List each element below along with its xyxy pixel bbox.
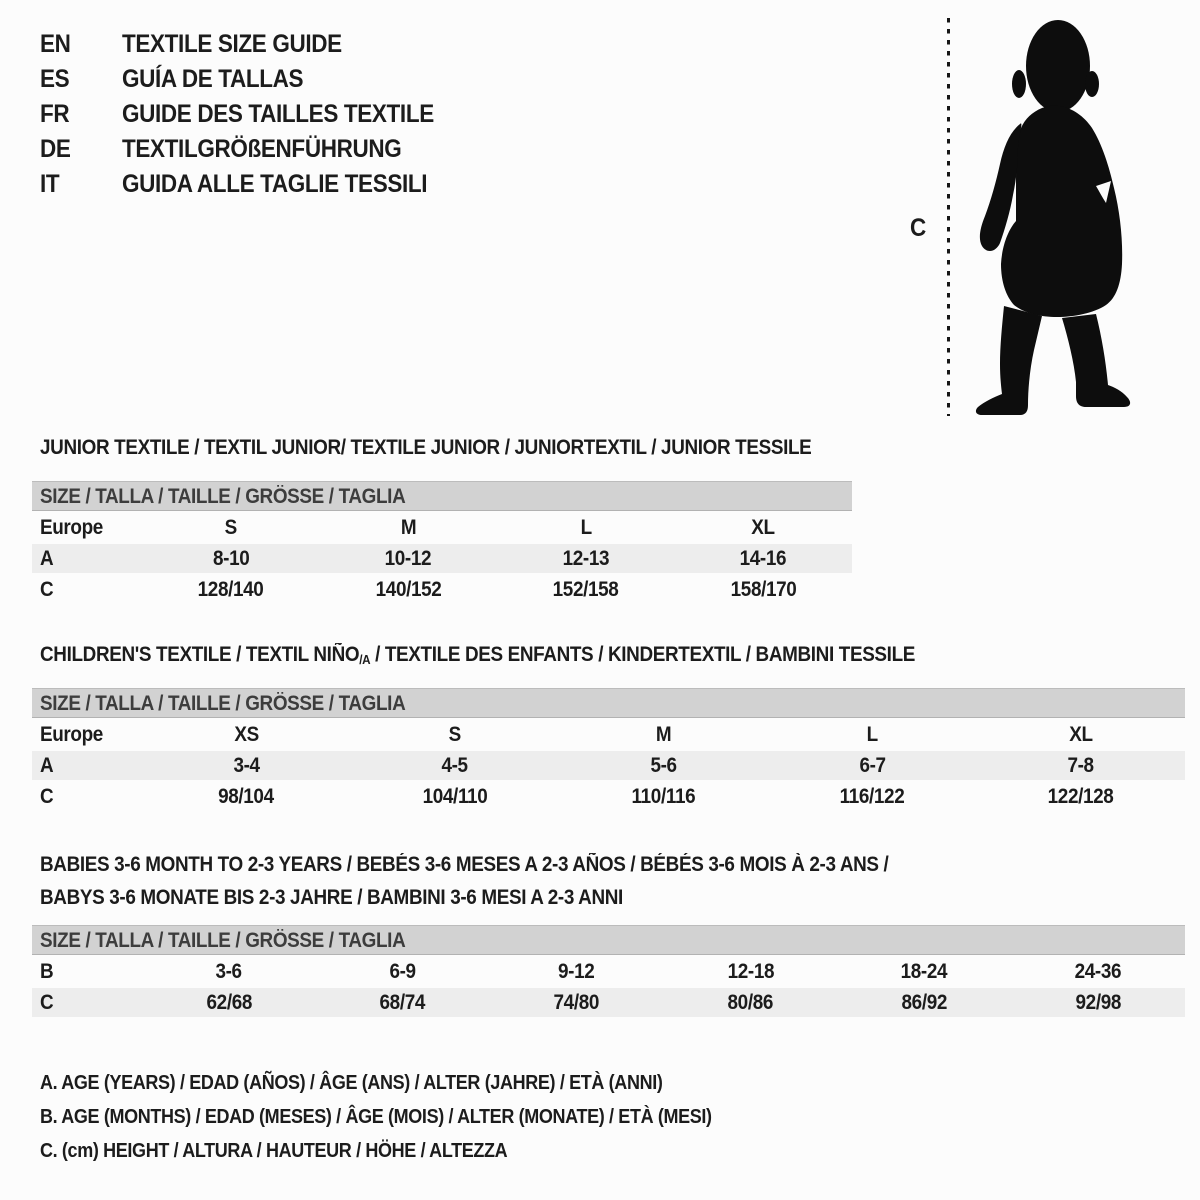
- age-value: 9-12: [558, 959, 595, 983]
- height-value: 122/128: [1047, 784, 1114, 808]
- age-value: 8-10: [212, 546, 249, 570]
- height-value: 116/122: [839, 784, 905, 808]
- language-row-es: [40, 62, 469, 97]
- language-code: FR: [40, 100, 70, 128]
- size-table-header-bar: SIZE / TALLA / TAILLE / GRÖSSE / TAGLIA: [32, 925, 1185, 955]
- age-value: 6-9: [389, 959, 416, 983]
- age-value: 24-36: [1074, 959, 1122, 983]
- height-measure-dashed-line: [947, 18, 950, 416]
- language-guide-title: GUIDE DES TAILLES TEXTILE: [122, 100, 434, 128]
- table-row-height-cm: [32, 575, 852, 604]
- babies-section-title: BABIES 3-6 MONTH TO 2-3 YEARS / BEBÉS 3-6 MESES A 2-3 AÑOS / BÉBÉS 3-6 MOIS À 2-3 ANS / BABYS 3-6 MONATE BIS 2-3 JAHRE / BAMBINI 3-6 MESI A 2-3 ANNI: [40, 853, 889, 909]
- language-code: ES: [40, 65, 70, 93]
- size-value: L: [866, 722, 878, 746]
- language-title-list: [40, 27, 469, 202]
- height-value: 158/170: [730, 577, 797, 601]
- size-value: XL: [1068, 722, 1093, 746]
- age-value: 12-18: [727, 959, 774, 983]
- size-value: M: [400, 515, 416, 539]
- toddler-ear-right: [1085, 71, 1099, 97]
- row-label: Europe: [40, 515, 103, 539]
- nino-a-subscript: /A: [359, 651, 371, 667]
- height-value: 80/86: [727, 990, 774, 1014]
- junior-section-title: JUNIOR TEXTILE / TEXTIL JUNIOR/ TEXTILE JUNIOR / JUNIORTEXTIL / JUNIOR TESSILE: [40, 436, 812, 459]
- table-row-age-months: [32, 957, 1185, 986]
- toddler-ear-left: [1012, 70, 1026, 98]
- row-label: C: [40, 990, 54, 1014]
- table-row-europe: [32, 720, 1185, 749]
- toddler-silhouette-image: [964, 16, 1140, 420]
- height-value: 62/68: [206, 990, 252, 1014]
- toddler-head: [1026, 20, 1090, 112]
- age-value: 3-4: [233, 753, 260, 777]
- table-row-age-years: [32, 751, 1185, 780]
- language-row-en: [40, 27, 469, 62]
- height-value: 92/98: [1075, 990, 1121, 1014]
- height-value: 86/92: [901, 990, 947, 1014]
- height-value: 74/80: [553, 990, 600, 1014]
- size-value: M: [655, 722, 672, 746]
- height-measure-label: C: [910, 214, 926, 242]
- row-label: C: [40, 577, 54, 601]
- language-row-fr: [40, 97, 469, 132]
- measurement-legend: [40, 1066, 786, 1168]
- size-table-header-bar: SIZE / TALLA / TAILLE / GRÖSSE / TAGLIA: [32, 688, 1185, 718]
- table-row-age-years: [32, 544, 852, 573]
- height-value: 110/116: [631, 784, 696, 808]
- age-value: 12-13: [562, 546, 610, 570]
- table-row-europe: [32, 513, 852, 542]
- size-value: L: [580, 515, 592, 539]
- language-row-de: [40, 132, 469, 167]
- age-value: 3-6: [215, 959, 243, 983]
- size-value: S: [448, 722, 462, 746]
- row-label: Europe: [40, 722, 103, 746]
- row-label: C: [40, 784, 54, 808]
- age-value: 5-6: [650, 753, 677, 777]
- legend-height-cm: C. (cm) HEIGHT / ALTURA / HAUTEUR / HÖHE / ALTEZZA: [40, 1140, 508, 1162]
- height-value: 128/140: [197, 577, 264, 601]
- size-table-header-bar: SIZE / TALLA / TAILLE / GRÖSSE / TAGLIA: [32, 481, 852, 511]
- language-row-it: [40, 167, 469, 202]
- language-guide-title: GUÍA DE TALLAS: [122, 65, 304, 93]
- children-section-title: CHILDREN'S TEXTILE / TEXTIL $NIÑO_{/A}$ / TEXTILE DES ENFANTS / KINDERTEXTIL / BAMBINI TESSILE: [40, 643, 916, 667]
- language-code: EN: [40, 30, 71, 58]
- language-guide-title: TEXTILGRÖßENFÜHRUNG: [122, 135, 402, 163]
- age-value: 4-5: [441, 753, 469, 777]
- height-value: 68/74: [379, 990, 426, 1014]
- legend-age-years: A. AGE (YEARS) / EDAD (AÑOS) / ÂGE (ANS) / ALTER (JAHRE) / ETÀ (ANNI): [40, 1072, 663, 1094]
- height-value: 152/158: [552, 577, 619, 601]
- children-size-table: [32, 688, 1185, 811]
- age-value: 18-24: [900, 959, 948, 983]
- size-value: XL: [751, 515, 775, 539]
- language-code: DE: [40, 135, 71, 163]
- language-guide-title: TEXTILE SIZE GUIDE: [122, 30, 342, 58]
- language-code: IT: [40, 170, 60, 198]
- age-value: 7-8: [1067, 753, 1094, 777]
- row-label: B: [40, 959, 54, 983]
- row-label: A: [40, 753, 54, 777]
- age-value: 14-16: [739, 546, 787, 570]
- junior-size-table: [32, 481, 852, 604]
- toddler-leg-right: [1062, 314, 1130, 407]
- table-row-height-cm: [32, 988, 1185, 1017]
- age-value: 10-12: [384, 546, 432, 570]
- size-value: XS: [234, 722, 259, 746]
- table-row-height-cm: [32, 782, 1185, 811]
- language-guide-title: GUIDA ALLE TAGLIE TESSILI: [122, 170, 428, 198]
- toddler-leg-left: [976, 306, 1042, 415]
- legend-age-months: B. AGE (MONTHS) / EDAD (MESES) / ÂGE (MOIS) / ALTER (MONATE) / ETÀ (MESI): [40, 1106, 712, 1128]
- height-value: 140/152: [375, 577, 442, 601]
- height-value: 104/110: [422, 784, 488, 808]
- babies-size-table: [32, 925, 1185, 1017]
- size-value: S: [224, 515, 237, 539]
- age-value: 6-7: [858, 753, 886, 777]
- height-value: 98/104: [218, 784, 275, 808]
- row-label: A: [40, 546, 54, 570]
